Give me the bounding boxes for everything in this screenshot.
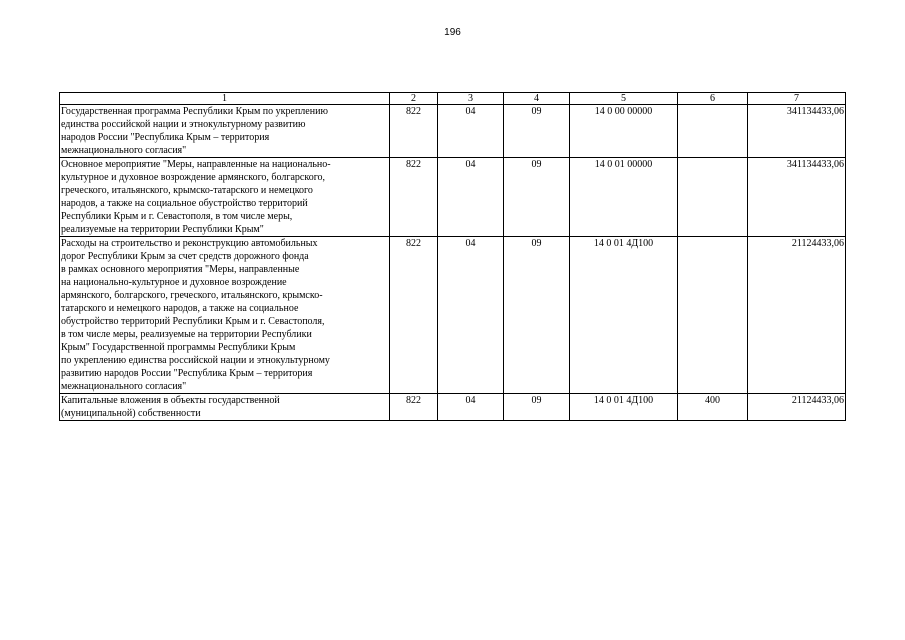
header-col-4: 4 bbox=[504, 93, 570, 105]
header-col-3: 3 bbox=[438, 93, 504, 105]
row-expense-type: 400 bbox=[678, 394, 748, 421]
table-row bbox=[60, 158, 846, 237]
row-section: 04 bbox=[438, 237, 504, 394]
table-row bbox=[60, 237, 846, 394]
row-section: 04 bbox=[438, 105, 504, 158]
row-section: 04 bbox=[438, 394, 504, 421]
header-row bbox=[60, 93, 846, 105]
row-expense-type bbox=[678, 158, 748, 237]
row-grbs: 822 bbox=[390, 158, 438, 237]
table-row bbox=[60, 105, 846, 158]
row-name: Основное мероприятие "Меры, направленные на национально- культурное и духовное возрождение армянского, болгарского, греческого, итальянского, крымско-татарского и немецкого народов, а также на социальное обустройство территорий Республики Крым и г. Севастополя, в том числе меры, реализуемые на территории Республики Крым" bbox=[60, 158, 390, 237]
row-subsection: 09 bbox=[504, 105, 570, 158]
header-col-2: 2 bbox=[390, 93, 438, 105]
row-amount: 341134433,06 bbox=[748, 105, 846, 158]
header-col-1: 1 bbox=[60, 93, 390, 105]
row-name: Расходы на строительство и реконструкцию автомобильных дорог Республики Крым за счет средств дорожного фонда в рамках основного мероприятия "Меры, направленные на национально-культурное и духовное возрождение армянского, болгарского, греческого, итальянского, крымско- татарского и немецкого народов, а также на социальное обустройство территорий Республики Крым и г. Севастополя, в том числе меры, реализуемые на территории Республики Крым" Государственной программы Республики Крым по укреплению единства российской нации и этнокультурному развитию народов России "Республика Крым – территория межнационального согласия" bbox=[60, 237, 390, 394]
row-subsection: 09 bbox=[504, 237, 570, 394]
row-section: 04 bbox=[438, 158, 504, 237]
header-col-5: 5 bbox=[570, 93, 678, 105]
header-col-7: 7 bbox=[748, 93, 846, 105]
page-number: 196 bbox=[444, 27, 461, 38]
row-target-article: 14 0 00 00000 bbox=[570, 105, 678, 158]
row-amount: 341134433,06 bbox=[748, 158, 846, 237]
row-amount: 21124433,06 bbox=[748, 237, 846, 394]
row-name: Государственная программа Республики Крым по укреплению единства российской нации и этнокультурному развитию народов России "Республика Крым – территория межнационального согласия" bbox=[60, 105, 390, 158]
row-subsection: 09 bbox=[504, 394, 570, 421]
row-grbs: 822 bbox=[390, 237, 438, 394]
row-amount: 21124433,06 bbox=[748, 394, 846, 421]
row-expense-type bbox=[678, 237, 748, 394]
row-grbs: 822 bbox=[390, 394, 438, 421]
row-subsection: 09 bbox=[504, 158, 570, 237]
row-target-article: 14 0 01 4Д100 bbox=[570, 394, 678, 421]
row-grbs: 822 bbox=[390, 105, 438, 158]
row-expense-type bbox=[678, 105, 748, 158]
row-target-article: 14 0 01 00000 bbox=[570, 158, 678, 237]
row-target-article: 14 0 01 4Д100 bbox=[570, 237, 678, 394]
row-name: Капитальные вложения в объекты государственной (муниципальной) собственности bbox=[60, 394, 390, 421]
budget-table bbox=[59, 92, 846, 421]
table-row bbox=[60, 394, 846, 421]
header-col-6: 6 bbox=[678, 93, 748, 105]
